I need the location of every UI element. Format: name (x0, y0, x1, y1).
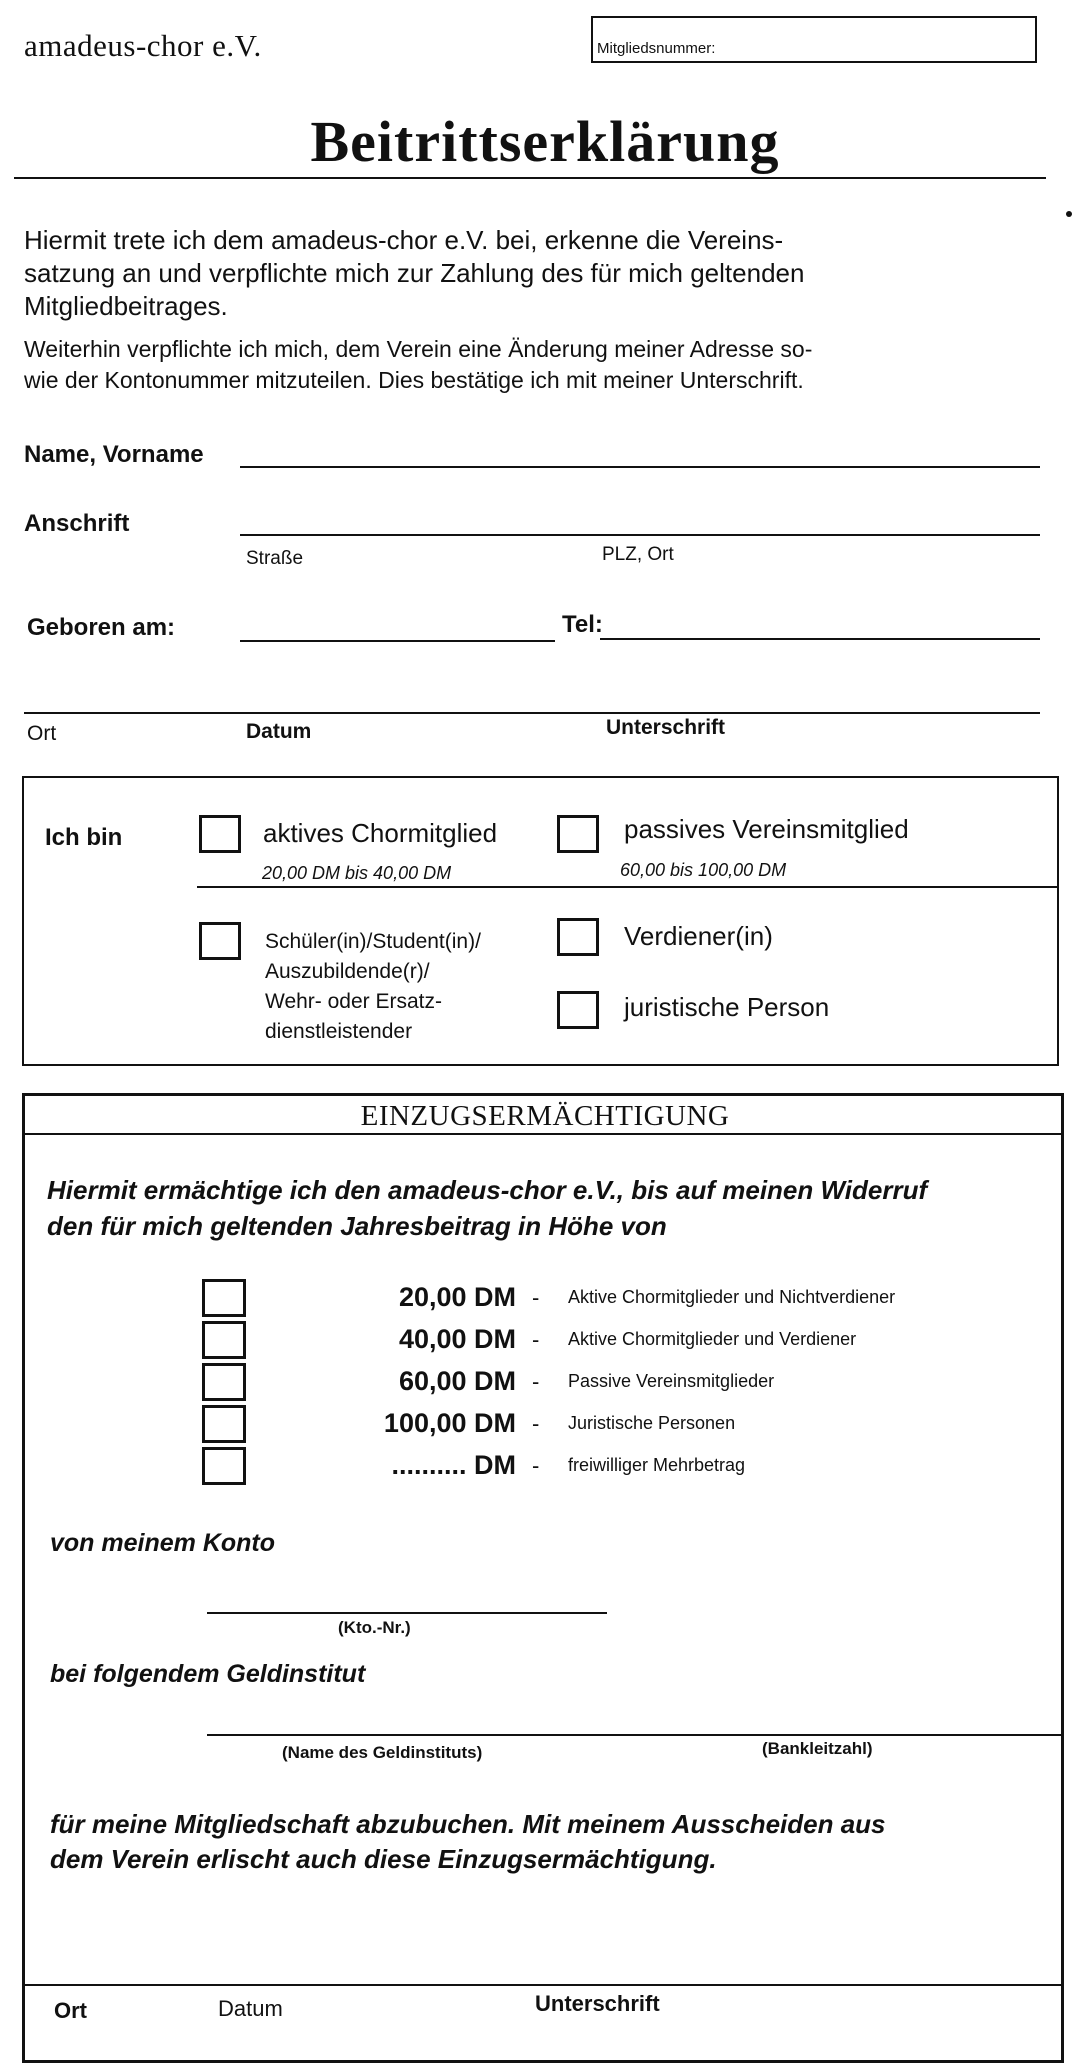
place-label: Ort (27, 722, 57, 745)
active-member-checkbox[interactable] (199, 815, 241, 853)
passive-member-label: passives Vereinsmitglied (624, 814, 909, 844)
amount-custom-checkbox[interactable] (202, 1447, 246, 1485)
direct-debit-intro (47, 1172, 927, 1244)
debit-signature-label: Unterschrift (535, 1991, 660, 2016)
amount-100-checkbox[interactable] (202, 1405, 246, 1443)
student-line-3: Wehr- oder Ersatz- (265, 990, 442, 1013)
address-label: Anschrift (24, 510, 130, 537)
account-number-line (207, 1612, 607, 1614)
signature-label: Unterschrift (606, 716, 726, 739)
bank-input[interactable] (207, 1708, 1057, 1732)
ich-bin-label: Ich bin (45, 824, 123, 851)
legal-person-checkbox[interactable] (557, 991, 599, 1029)
member-number-label: Mitgliedsnummer: (597, 40, 716, 57)
tel-label: Tel: (562, 611, 603, 638)
birth-label: Geboren am: (27, 614, 176, 641)
amount-desc: Juristische Personen (568, 1413, 736, 1433)
amount-dash: - (532, 1411, 540, 1436)
bank-name-label: (Name des Geldinstituts) (282, 1743, 483, 1762)
amount-value: 100,00 DM (383, 1408, 516, 1438)
student-line-4: dienstleistender (265, 1020, 413, 1043)
debit-intro-line-2: den für mich geltenden Jahresbeitrag in Höhe von (47, 1211, 667, 1241)
name-label: Name, Vorname (24, 441, 204, 468)
debit-signature-input[interactable] (26, 1958, 1061, 1982)
amount-option-1 (202, 1279, 1002, 1321)
amount-dash: - (532, 1453, 540, 1478)
name-input[interactable] (240, 440, 1040, 464)
direct-debit-closing (50, 1807, 886, 1877)
membership-divider (197, 886, 1059, 888)
intro-line-4: Weiterhin verpflichte ich mich, dem Verein eine Änderung meiner Adresse so- (24, 336, 813, 362)
amount-desc: freiwilliger Mehrbetrag (568, 1455, 746, 1475)
amount-option-4 (202, 1405, 1002, 1447)
passive-member-checkbox[interactable] (557, 815, 599, 853)
intro-line-2: satzung an und verpflichte mich zur Zahlung des für mich geltenden (24, 258, 805, 288)
debit-date-label: Datum (218, 1996, 283, 2021)
active-member-label: aktives Chormitglied (263, 818, 498, 848)
intro-line-1: Hiermit trete ich dem amadeus-chor e.V. bei, erkenne die Vereins- (24, 225, 784, 255)
direct-debit-title-divider (22, 1133, 1064, 1135)
student-checkbox[interactable] (199, 922, 241, 960)
legal-person-label: juristische Person (624, 992, 830, 1022)
account-heading: von meinem Konto (50, 1529, 276, 1557)
bank-heading: bei folgendem Geldinstitut (50, 1660, 366, 1688)
closing-line-2: dem Verein erlischt auch diese Einzugsermächtigung. (50, 1844, 717, 1874)
address-input[interactable] (240, 508, 1040, 532)
amount-desc: Aktive Chormitglieder und Verdiener (568, 1329, 857, 1349)
intro-line-3: Mitgliedbeitrages. (24, 291, 228, 321)
student-label (265, 927, 481, 1047)
amount-40-checkbox[interactable] (202, 1321, 246, 1359)
tel-input[interactable] (600, 612, 1040, 636)
intro-text (24, 224, 804, 323)
student-line-1: Schüler(in)/Student(in)/ (265, 930, 481, 953)
amount-20-checkbox[interactable] (202, 1279, 246, 1317)
birth-line (240, 640, 555, 642)
earner-label: Verdiener(in) (624, 921, 773, 951)
direct-debit-title: EINZUGSERMÄCHTIGUNG (360, 1100, 730, 1132)
earner-checkbox[interactable] (557, 918, 599, 956)
student-line-2: Auszubildende(r)/ (265, 960, 430, 983)
title-underline (14, 177, 1046, 179)
amount-dash: - (532, 1285, 540, 1310)
closing-line-1: für meine Mitgliedschaft abzubuchen. Mit meinem Ausscheiden aus (50, 1809, 886, 1839)
amount-value: .......... DM (391, 1450, 516, 1480)
intro-line-5: wie der Kontonummer mitzuteilen. Dies bestätige ich mit meiner Unterschrift. (24, 367, 804, 393)
amount-desc: Passive Vereinsmitglieder (568, 1371, 775, 1391)
account-number-input[interactable] (207, 1586, 607, 1610)
amount-value: 20,00 DM (398, 1282, 516, 1312)
amount-dash: - (532, 1369, 540, 1394)
address-line (240, 534, 1040, 536)
account-number-label: (Kto.-Nr.) (338, 1618, 411, 1637)
amount-60-checkbox[interactable] (202, 1363, 246, 1401)
name-line (240, 466, 1040, 468)
member-number-box[interactable] (591, 16, 1037, 63)
bank-code-label: (Bankleitzahl) (762, 1739, 873, 1758)
page-title: Beitrittserklärung (310, 109, 780, 174)
intro-text-2 (24, 334, 812, 396)
bank-line (207, 1734, 1064, 1736)
amount-desc: Aktive Chormitglieder und Nichtverdiener (568, 1287, 896, 1307)
debit-intro-line-1: Hiermit ermächtige ich den amadeus-chor e.V., bis auf meinen Widerruf (47, 1175, 928, 1205)
date-label: Datum (246, 720, 312, 743)
debit-place-label: Ort (54, 1998, 87, 2023)
signature-input[interactable] (24, 686, 1040, 710)
active-member-range: 20,00 DM bis 40,00 DM (262, 863, 452, 883)
amount-option-3 (202, 1363, 1002, 1405)
amount-option-2 (202, 1321, 1002, 1363)
amount-dash: - (532, 1327, 540, 1352)
zip-city-label: PLZ, Ort (602, 544, 674, 565)
scan-dot (1066, 211, 1072, 217)
amount-option-5 (202, 1447, 1002, 1489)
passive-member-range: 60,00 bis 100,00 DM (620, 860, 787, 880)
street-label: Straße (246, 548, 304, 569)
debit-signature-line (22, 1984, 1064, 1986)
birth-input[interactable] (240, 614, 555, 638)
tel-line (600, 638, 1040, 640)
signature-line (24, 712, 1040, 714)
amount-value: 40,00 DM (398, 1324, 516, 1354)
organization-name: amadeus-chor e.V. (24, 28, 262, 63)
amount-value: 60,00 DM (398, 1366, 516, 1396)
